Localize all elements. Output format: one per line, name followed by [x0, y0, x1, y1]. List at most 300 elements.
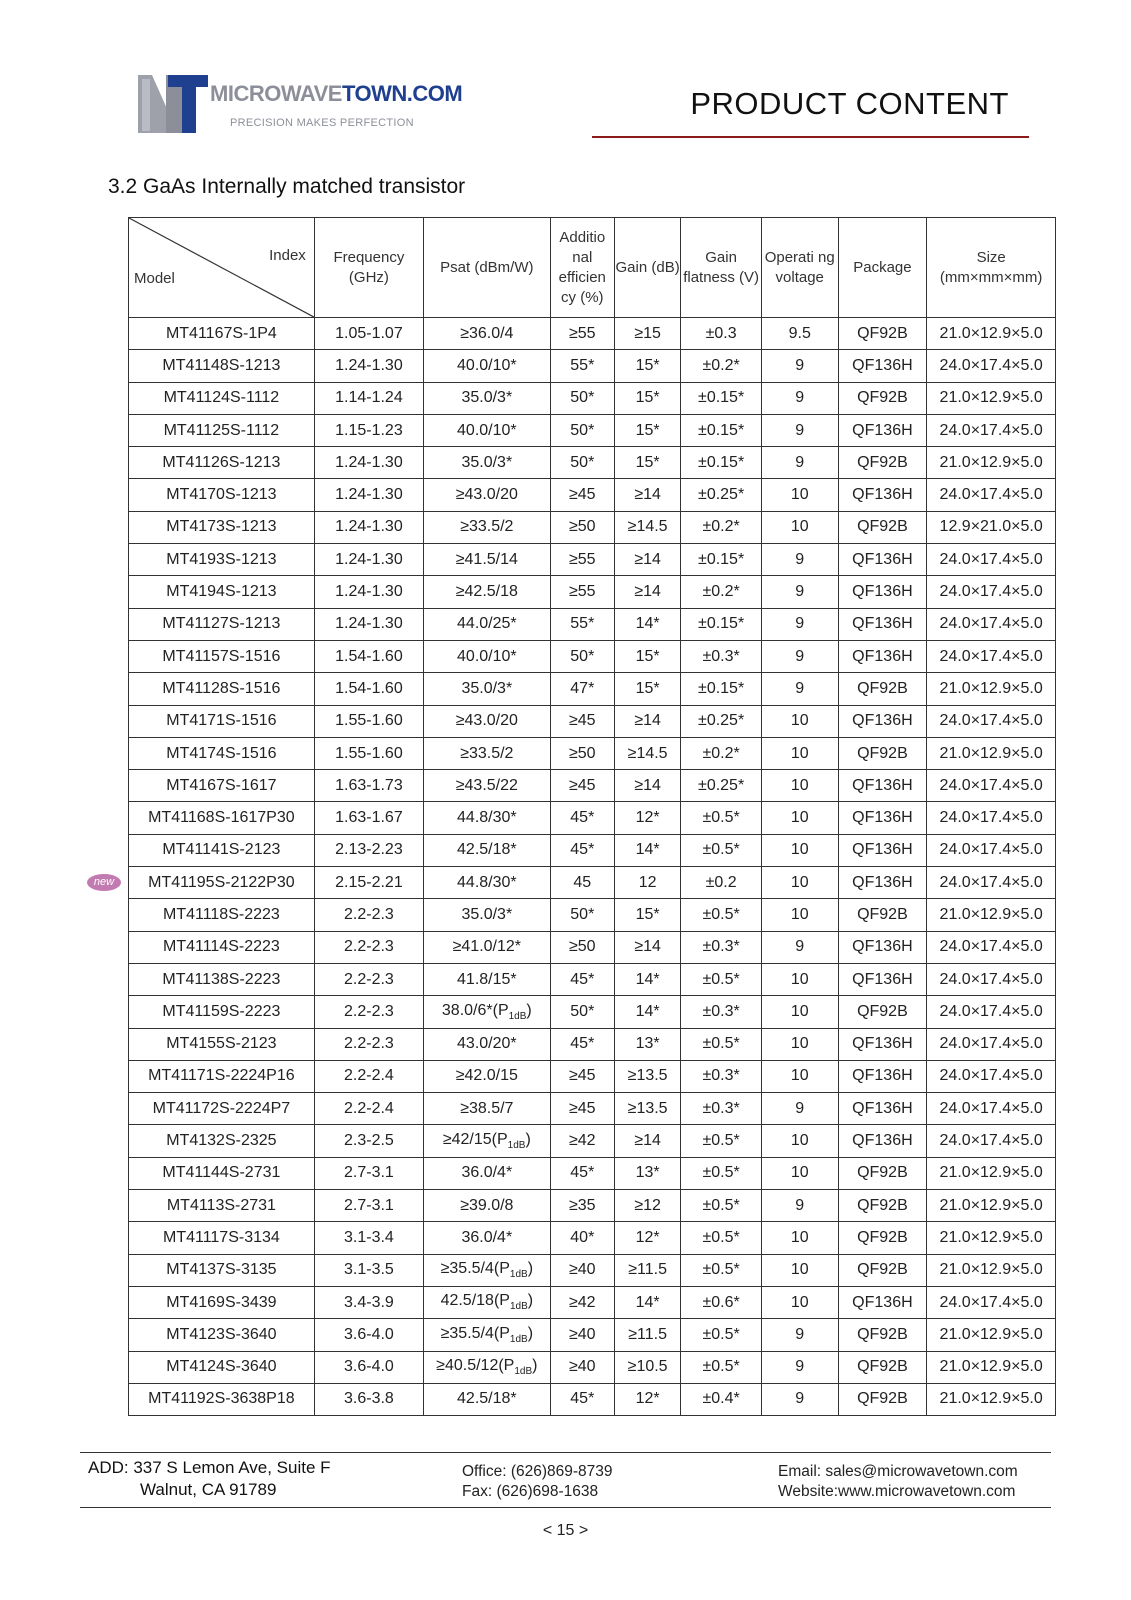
- cell-frequency-text: 1.05-1.07: [335, 324, 403, 342]
- cell-size: [927, 1060, 1056, 1092]
- cell-efficiency: [550, 576, 614, 608]
- cell-efficiency: [550, 867, 614, 899]
- cell-gain-flatness: [681, 1060, 762, 1092]
- cell-psat: [424, 1125, 551, 1157]
- cell-psat-text: 44.8/30*: [457, 873, 517, 891]
- cell-model: [129, 1060, 315, 1092]
- footer-contact: [778, 1462, 1018, 1502]
- cell-package-text: QF136H: [852, 712, 913, 730]
- cell-voltage-text: 9: [795, 1196, 805, 1214]
- cell-size-text: 21.0×12.9×5.0: [939, 1358, 1043, 1376]
- cell-size-text: 24.0×17.4×5.0: [939, 1067, 1043, 1085]
- cell-psat-text: ≥39.0/8: [460, 1196, 514, 1214]
- cell-size-text: 24.0×17.4×5.0: [939, 486, 1043, 504]
- cell-voltage-text: 9: [795, 453, 805, 471]
- cell-efficiency-text: 45*: [570, 841, 595, 859]
- cell-model: [129, 479, 315, 511]
- cell-size-text: 24.0×17.4×5.0: [939, 970, 1043, 988]
- cell-frequency-text: 1.24-1.30: [335, 518, 403, 536]
- cell-gain-flatness-text: ±0.2*: [702, 583, 740, 601]
- cell-voltage-text: 9: [795, 615, 805, 633]
- cell-efficiency-text: 50*: [570, 421, 595, 439]
- cell-size: [927, 802, 1056, 834]
- cell-gain-text: ≥11.5: [628, 1325, 667, 1343]
- cell-frequency-text: 1.24-1.30: [335, 550, 403, 568]
- header-psat: Psat (dBm/W): [424, 218, 551, 318]
- cell-voltage: [761, 931, 838, 963]
- cell-package-text: QF136H: [852, 1099, 913, 1117]
- cell-size-text: 24.0×17.4×5.0: [939, 615, 1043, 633]
- cell-psat-text: 41.8/15*: [457, 970, 517, 988]
- cell-gain-text: 15*: [635, 421, 660, 439]
- cell-psat: [424, 1222, 551, 1254]
- cell-gain-flatness: [681, 544, 762, 576]
- table-row: [129, 931, 1056, 963]
- cell-size-text: 21.0×12.9×5.0: [939, 453, 1043, 471]
- cell-gain-flatness-text: ±0.5*: [702, 970, 740, 988]
- cell-psat-text: 40.0/10*: [457, 421, 517, 439]
- cell-size-text: 24.0×17.4×5.0: [939, 1293, 1043, 1311]
- cell-package: [838, 1028, 927, 1060]
- cell-voltage-text: 10: [790, 970, 809, 988]
- cell-frequency: [314, 382, 423, 414]
- table-row: [129, 1383, 1056, 1415]
- cell-size-text: 24.0×17.4×5.0: [939, 873, 1043, 891]
- cell-voltage: [761, 899, 838, 931]
- cell-gain: [614, 640, 680, 672]
- cell-package: [838, 1319, 927, 1351]
- cell-model-text: MT41126S-1213: [162, 453, 281, 471]
- cell-package-text: QF136H: [852, 841, 913, 859]
- cell-efficiency-text: 40*: [570, 1228, 595, 1246]
- cell-gain-text: ≥14: [634, 583, 661, 601]
- cell-frequency: [314, 1254, 423, 1286]
- cell-gain-text: 12: [638, 873, 657, 891]
- cell-gain-flatness-text: ±0.15*: [698, 550, 745, 568]
- cell-package: [838, 414, 927, 446]
- cell-voltage-text: 9: [795, 1358, 805, 1376]
- cell-gain-flatness: [681, 1222, 762, 1254]
- cell-voltage: [761, 673, 838, 705]
- cell-gain-text: 15*: [635, 647, 660, 665]
- cell-frequency-text: 3.6-4.0: [344, 1358, 394, 1376]
- cell-model: [129, 1028, 315, 1060]
- cell-voltage-text: 10: [790, 905, 809, 923]
- cell-model-text: MT4169S-3439: [166, 1293, 277, 1311]
- cell-gain-flatness: [681, 576, 762, 608]
- cell-gain-flatness-text: ±0.5*: [702, 809, 740, 827]
- cell-efficiency-text: ≥55: [568, 583, 596, 601]
- cell-efficiency-text: 45: [573, 873, 592, 891]
- cell-gain-flatness: [681, 737, 762, 769]
- header-size: Size (mm×mm×mm): [927, 218, 1056, 318]
- cell-gain: [614, 1190, 680, 1222]
- cell-size: [927, 705, 1056, 737]
- cell-efficiency: [550, 802, 614, 834]
- cell-efficiency-text: 50*: [570, 905, 595, 923]
- cell-voltage: [761, 1028, 838, 1060]
- cell-size-text: 24.0×17.4×5.0: [939, 841, 1043, 859]
- cell-voltage: [761, 1222, 838, 1254]
- cell-voltage: [761, 1060, 838, 1092]
- cell-frequency-text: 1.24-1.30: [335, 583, 403, 601]
- cell-gain: [614, 737, 680, 769]
- table-row: [129, 1093, 1056, 1125]
- cell-gain: [614, 1093, 680, 1125]
- cell-size-text: 21.0×12.9×5.0: [939, 1261, 1043, 1279]
- cell-size-text: 24.0×17.4×5.0: [939, 421, 1043, 439]
- cell-frequency-text: 2.2-2.4: [344, 1099, 394, 1117]
- cell-package-text: QF136H: [852, 1067, 913, 1085]
- website-link[interactable]: Website:www.microwavetown.com: [778, 1483, 1016, 1500]
- cell-package: [838, 963, 927, 995]
- cell-model: [129, 802, 315, 834]
- cell-efficiency-text: 45*: [570, 809, 595, 827]
- section-heading: 3.2 GaAs Internally matched transistor: [108, 175, 466, 198]
- cell-model-text: MT41138S-2223: [162, 970, 281, 988]
- cell-gain-flatness: [681, 318, 762, 350]
- cell-gain-flatness: [681, 447, 762, 479]
- cell-size: [927, 511, 1056, 543]
- cell-gain-flatness: [681, 640, 762, 672]
- cell-frequency-text: 2.2-2.3: [344, 1002, 394, 1020]
- cell-size-text: 21.0×12.9×5.0: [939, 679, 1043, 697]
- cell-frequency-text: 1.24-1.30: [335, 615, 403, 633]
- transistor-spec-table: [93, 217, 1056, 1416]
- cell-model: [129, 673, 315, 705]
- cell-frequency-text: 2.7-3.1: [344, 1196, 394, 1214]
- cell-gain-flatness-text: ±0.2*: [702, 356, 740, 374]
- cell-size: [927, 1351, 1056, 1383]
- cell-package: [838, 867, 927, 899]
- cell-frequency-text: 1.63-1.73: [335, 776, 403, 794]
- cell-gain-text: 14*: [635, 615, 660, 633]
- cell-model-text: MT41118S-2223: [162, 905, 280, 923]
- cell-voltage: [761, 770, 838, 802]
- cell-gain-flatness-text: ±0.15*: [698, 421, 745, 439]
- email-link[interactable]: Email: sales@microwavetown.com: [778, 1463, 1018, 1480]
- cell-gain: [614, 511, 680, 543]
- cell-voltage: [761, 1351, 838, 1383]
- cell-gain-text: ≥10.5: [627, 1358, 668, 1376]
- cell-size: [927, 608, 1056, 640]
- cell-voltage: [761, 1286, 838, 1318]
- cell-model-text: MT41127S-1213: [162, 615, 281, 633]
- cell-voltage: [761, 834, 838, 866]
- cell-frequency: [314, 802, 423, 834]
- table-row: [129, 802, 1056, 834]
- cell-model: [129, 608, 315, 640]
- cell-voltage: [761, 414, 838, 446]
- cell-size: [927, 350, 1056, 382]
- cell-psat: [424, 1028, 551, 1060]
- cell-size: [927, 673, 1056, 705]
- table-row: [129, 963, 1056, 995]
- cell-gain-flatness: [681, 382, 762, 414]
- cell-size: [927, 479, 1056, 511]
- cell-gain: [614, 834, 680, 866]
- cell-gain-flatness: [681, 867, 762, 899]
- cell-package-text: QF136H: [852, 356, 913, 374]
- cell-model-text: MT41144S-2731: [162, 1164, 281, 1182]
- cell-gain-flatness-text: ±0.2*: [702, 744, 740, 762]
- cell-package: [838, 1286, 927, 1318]
- cell-size: [927, 640, 1056, 672]
- cell-model-text: MT41148S-1213: [162, 356, 281, 374]
- cell-efficiency: [550, 1222, 614, 1254]
- cell-gain: [614, 479, 680, 511]
- cell-efficiency-text: ≥42: [568, 1293, 596, 1311]
- cell-voltage-text: 10: [790, 712, 809, 730]
- cell-gain-text: 15*: [635, 905, 660, 923]
- cell-frequency-text: 1.24-1.30: [335, 486, 403, 504]
- cell-package: [838, 608, 927, 640]
- cell-model: [93, 867, 315, 899]
- cell-efficiency: [550, 705, 614, 737]
- cell-model: [129, 834, 315, 866]
- cell-efficiency: [550, 1093, 614, 1125]
- cell-frequency-text: 1.15-1.23: [335, 421, 403, 439]
- cell-package: [838, 318, 927, 350]
- cell-gain: [614, 899, 680, 931]
- cell-gain: [614, 1157, 680, 1189]
- cell-package: [838, 996, 927, 1028]
- cell-efficiency: [550, 673, 614, 705]
- cell-gain-flatness-text: ±0.3: [705, 324, 737, 342]
- cell-frequency: [314, 834, 423, 866]
- cell-psat: [424, 414, 551, 446]
- cell-frequency-text: 2.2-2.3: [344, 1035, 394, 1053]
- cell-size: [927, 1254, 1056, 1286]
- table-row: [129, 899, 1056, 931]
- table-row: [129, 1060, 1056, 1092]
- cell-size-text: 21.0×12.9×5.0: [939, 1390, 1043, 1408]
- cell-gain: [614, 1254, 680, 1286]
- cell-package-text: QF92B: [857, 905, 908, 923]
- cell-package-text: QF92B: [857, 518, 908, 536]
- cell-gain-text: ≥14: [634, 1132, 661, 1150]
- cell-gain-text: 12*: [635, 1390, 660, 1408]
- cell-package-text: QF136H: [852, 615, 913, 633]
- cell-gain: [614, 414, 680, 446]
- cell-psat: [424, 608, 551, 640]
- cell-efficiency: [550, 511, 614, 543]
- cell-gain: [614, 382, 680, 414]
- cell-psat-text: 36.0/4*: [461, 1164, 513, 1182]
- cell-frequency: [314, 1319, 423, 1351]
- cell-gain-flatness-text: ±0.25*: [698, 712, 745, 730]
- cell-package: [838, 1383, 927, 1415]
- cell-efficiency-text: 50*: [570, 453, 595, 471]
- cell-psat: [424, 770, 551, 802]
- cell-psat: [424, 996, 551, 1028]
- cell-gain: [614, 705, 680, 737]
- cell-psat-text: 43.0/20*: [457, 1035, 517, 1053]
- cell-package: [838, 1190, 927, 1222]
- cell-voltage: [761, 1157, 838, 1189]
- cell-model-text: MT4132S-2325: [166, 1132, 277, 1150]
- cell-voltage: [761, 511, 838, 543]
- cell-package: [838, 479, 927, 511]
- cell-gain: [614, 1125, 680, 1157]
- cell-package-text: QF92B: [857, 1390, 908, 1408]
- cell-voltage: [761, 382, 838, 414]
- cell-size-text: 24.0×17.4×5.0: [939, 809, 1043, 827]
- cell-gain-flatness: [681, 1286, 762, 1318]
- cell-efficiency-text: ≥40: [568, 1325, 596, 1343]
- cell-frequency-text: 1.24-1.30: [335, 356, 403, 374]
- cell-voltage-text: 10: [790, 518, 809, 536]
- cell-efficiency: [550, 1190, 614, 1222]
- cell-voltage-text: 10: [790, 1164, 809, 1182]
- cell-frequency: [314, 1351, 423, 1383]
- cell-size: [927, 1222, 1056, 1254]
- cell-model-text: MT4174S-1516: [166, 744, 277, 762]
- cell-gain-text: ≥12: [634, 1196, 661, 1214]
- cell-gain-flatness-text: ±0.3*: [702, 647, 740, 665]
- cell-psat-text: $\ge 40.5/12(P_{1dB})$: [436, 1357, 538, 1378]
- cell-model: [129, 1319, 315, 1351]
- cell-psat-text: 35.0/3*: [461, 453, 513, 471]
- cell-model-text: MT41192S-3638P18: [148, 1390, 295, 1408]
- cell-efficiency: [550, 899, 614, 931]
- cell-size: [927, 1383, 1056, 1415]
- cell-psat: [424, 1319, 551, 1351]
- cell-model-text: MT4123S-3640: [166, 1325, 277, 1343]
- cell-psat: [424, 899, 551, 931]
- cell-gain-flatness: [681, 963, 762, 995]
- cell-voltage: [761, 544, 838, 576]
- cell-voltage: [761, 802, 838, 834]
- cell-size-text: 21.0×12.9×5.0: [939, 1228, 1043, 1246]
- cell-voltage-text: 9: [795, 389, 805, 407]
- fax-number: Fax: (626)698-1638: [462, 1483, 599, 1500]
- cell-frequency-text: 1.55-1.60: [335, 744, 403, 762]
- cell-package: [838, 737, 927, 769]
- cell-gain-text: 14*: [635, 841, 660, 859]
- cell-package-text: QF92B: [857, 1358, 908, 1376]
- cell-psat-text: 40.0/10*: [457, 356, 517, 374]
- table-row: [129, 673, 1056, 705]
- table-row: [129, 511, 1056, 543]
- cell-size: [927, 414, 1056, 446]
- cell-efficiency: [550, 382, 614, 414]
- cell-gain-text: 15*: [635, 356, 660, 374]
- table-row: [129, 1286, 1056, 1318]
- cell-voltage: [761, 318, 838, 350]
- cell-package-text: QF92B: [857, 324, 908, 342]
- cell-frequency: [314, 1028, 423, 1060]
- cell-voltage: [761, 640, 838, 672]
- cell-psat-text: 36.0/4*: [461, 1228, 513, 1246]
- cell-size: [927, 447, 1056, 479]
- cell-voltage-text: 10: [790, 1067, 809, 1085]
- cell-package: [838, 705, 927, 737]
- cell-psat-text: $42.5/18(P_{1dB})$: [440, 1292, 534, 1313]
- cell-size: [927, 770, 1056, 802]
- cell-gain-text: 15*: [635, 679, 660, 697]
- cell-gain-flatness-text: ±0.6*: [702, 1293, 740, 1311]
- cell-size: [927, 899, 1056, 931]
- table-row: [129, 576, 1056, 608]
- cell-voltage: [761, 1125, 838, 1157]
- cell-gain: [614, 1319, 680, 1351]
- cell-package: [838, 447, 927, 479]
- cell-gain-flatness-text: ±0.5*: [702, 905, 740, 923]
- table-row: [129, 1254, 1056, 1286]
- cell-gain: [614, 608, 680, 640]
- cell-gain-flatness: [681, 996, 762, 1028]
- cell-gain-flatness: [681, 608, 762, 640]
- cell-model: [129, 963, 315, 995]
- cell-package: [838, 802, 927, 834]
- cell-efficiency: [550, 318, 614, 350]
- cell-efficiency-text: ≥40: [568, 1261, 596, 1279]
- cell-gain-flatness-text: ±0.15*: [698, 679, 745, 697]
- cell-package-text: QF136H: [852, 873, 913, 891]
- cell-frequency: [314, 447, 423, 479]
- cell-psat: [424, 867, 551, 899]
- cell-gain-text: 15*: [635, 389, 660, 407]
- cell-psat: [424, 1351, 551, 1383]
- cell-gain-text: ≥14: [634, 712, 661, 730]
- cell-model-text: MT41124S-1112: [163, 389, 280, 407]
- cell-package-text: QF136H: [852, 550, 913, 568]
- cell-efficiency-text: ≥45: [568, 486, 596, 504]
- cell-package: [838, 931, 927, 963]
- cell-frequency: [314, 576, 423, 608]
- table-row: [129, 1028, 1056, 1060]
- cell-gain-flatness: [681, 1254, 762, 1286]
- cell-size: [927, 1093, 1056, 1125]
- cell-voltage-text: 10: [790, 1002, 809, 1020]
- cell-gain-flatness-text: ±0.2: [705, 873, 737, 891]
- cell-size: [927, 996, 1056, 1028]
- cell-efficiency-text: ≥50: [568, 518, 596, 536]
- cell-frequency: [314, 770, 423, 802]
- cell-gain-flatness-text: ±0.5*: [702, 841, 740, 859]
- cell-size: [927, 576, 1056, 608]
- cell-gain: [614, 1286, 680, 1318]
- cell-gain-flatness-text: ±0.5*: [702, 1261, 740, 1279]
- cell-size: [927, 1157, 1056, 1189]
- cell-gain-text: ≥11.5: [628, 1261, 667, 1279]
- cell-gain-flatness: [681, 1351, 762, 1383]
- cell-model: [129, 447, 315, 479]
- cell-package: [838, 1093, 927, 1125]
- cell-gain-text: ≥14: [634, 938, 661, 956]
- cell-frequency: [314, 479, 423, 511]
- mt-logo-icon: [138, 73, 208, 135]
- table-row: [129, 414, 1056, 446]
- cell-gain-text: 13*: [635, 1035, 660, 1053]
- cell-frequency-text: 2.7-3.1: [344, 1164, 394, 1182]
- header-voltage: Operati ng voltage: [761, 218, 838, 318]
- cell-psat: [424, 931, 551, 963]
- header-package: Package: [838, 218, 927, 318]
- cell-package: [838, 1351, 927, 1383]
- cell-frequency-text: 3.6-4.0: [344, 1325, 394, 1343]
- cell-package: [838, 1060, 927, 1092]
- cell-efficiency-text: 45*: [570, 1164, 595, 1182]
- cell-size: [927, 1028, 1056, 1060]
- cell-package-text: QF92B: [857, 679, 908, 697]
- table-row: [129, 608, 1056, 640]
- cell-psat: [424, 511, 551, 543]
- cell-frequency-text: 1.14-1.24: [335, 389, 403, 407]
- cell-model: [129, 996, 315, 1028]
- cell-psat: [424, 1286, 551, 1318]
